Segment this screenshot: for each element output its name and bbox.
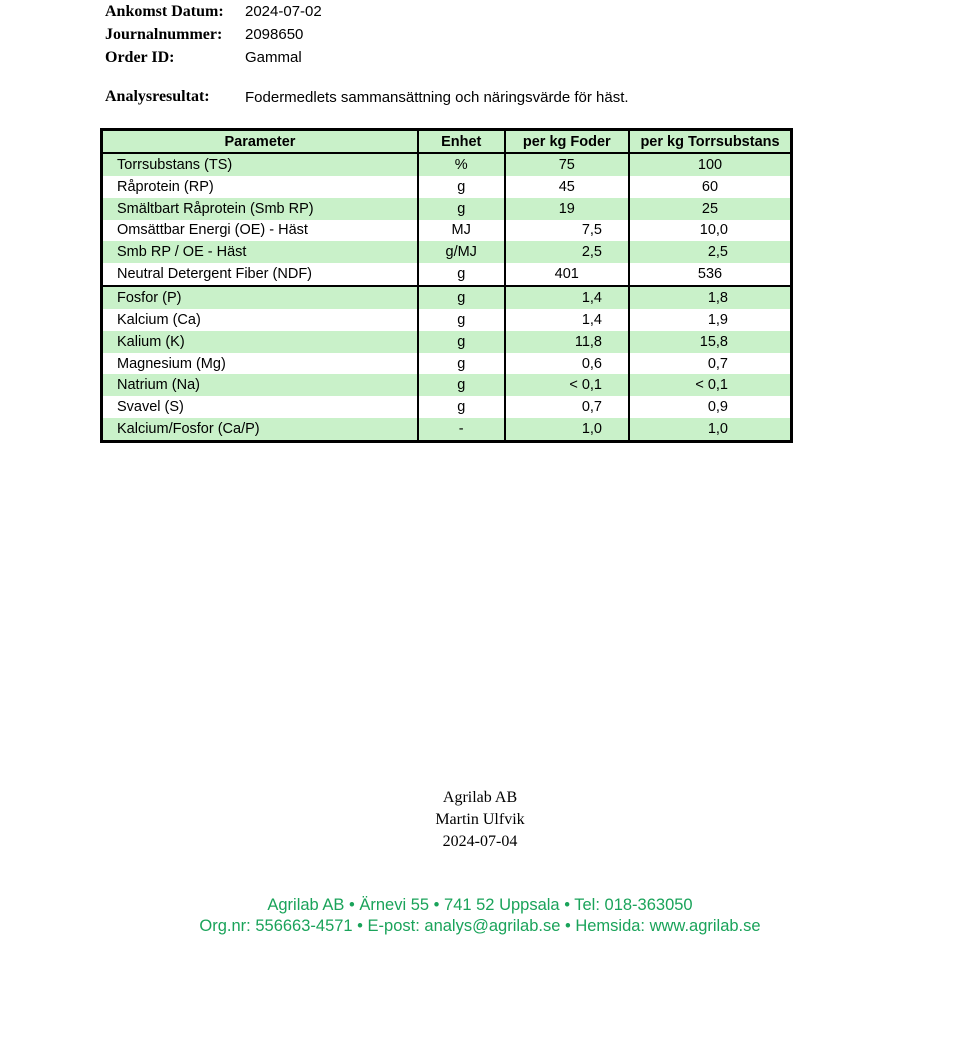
row-unit: g — [418, 396, 505, 418]
analysis-result-row — [105, 86, 629, 108]
signature-company: Agrilab AB — [442, 789, 518, 806]
row-per-kg-feed: 0,7 — [505, 396, 629, 418]
table-row — [102, 176, 792, 198]
order-id-row — [105, 46, 322, 69]
footer-org-line: Org.nr: 556663-4571 • E-post: analys@agrilab.se • Hemsida: www.agrilab.se — [199, 917, 761, 935]
journal-number-value: 2098650 — [245, 26, 304, 43]
row-parameter: Natrium (Na) — [102, 374, 418, 396]
report-meta — [105, 0, 322, 69]
row-unit: g/MJ — [418, 241, 505, 263]
header-per-kg-feed: per kg Foder — [505, 130, 629, 154]
row-per-kg-feed: 0,6 — [505, 353, 629, 375]
journal-number-row — [105, 23, 322, 46]
table-row — [102, 263, 792, 286]
row-unit: g — [418, 331, 505, 353]
arrival-date-label: Ankomst Datum: — [105, 2, 224, 20]
table-row — [102, 286, 792, 309]
row-unit: % — [418, 153, 505, 176]
row-unit: g — [418, 374, 505, 396]
row-per-kg-feed: 1,0 — [505, 418, 629, 441]
row-parameter: Fosfor (P) — [102, 286, 418, 309]
row-per-kg-feed: 2,5 — [505, 241, 629, 263]
row-parameter: Svavel (S) — [102, 396, 418, 418]
header-parameter: Parameter — [102, 130, 418, 154]
table-row — [102, 418, 792, 441]
table-row — [102, 198, 792, 220]
arrival-date-row — [105, 0, 322, 23]
analysis-result-label: Analysresultat: — [105, 88, 210, 105]
order-id-value: Gammal — [245, 49, 302, 66]
table-row — [102, 153, 792, 176]
row-unit: - — [418, 418, 505, 441]
row-per-kg-dry-matter: 1,8 — [629, 286, 792, 309]
table-row — [102, 331, 792, 353]
footer-address-line: Agrilab AB • Ärnevi 55 • 741 52 Uppsala • Tel: 018-363050 — [267, 896, 693, 914]
order-id-label: Order ID: — [105, 48, 175, 66]
row-parameter: Smältbart Råprotein (Smb RP) — [102, 198, 418, 220]
row-per-kg-feed: 1,4 — [505, 309, 629, 331]
row-parameter: Kalcium (Ca) — [102, 309, 418, 331]
table-row — [102, 241, 792, 263]
analysis-table — [100, 128, 793, 443]
table-row — [102, 396, 792, 418]
footer-contact — [0, 895, 960, 937]
analysis-result-value: Fodermedlets sammansättning och näringsvärde för häst. — [245, 88, 629, 106]
signature-block — [0, 787, 960, 853]
row-parameter: Smb RP / OE - Häst — [102, 241, 418, 263]
row-per-kg-feed: 75 — [505, 153, 629, 176]
row-per-kg-dry-matter: 0,9 — [629, 396, 792, 418]
table-row — [102, 353, 792, 375]
table-header-row — [102, 130, 792, 154]
row-per-kg-dry-matter: 536 — [629, 263, 792, 286]
row-per-kg-dry-matter: 1,0 — [629, 418, 792, 441]
row-per-kg-dry-matter: 0,7 — [629, 353, 792, 375]
row-per-kg-dry-matter: 2,5 — [629, 241, 792, 263]
row-per-kg-feed: 45 — [505, 176, 629, 198]
row-parameter: Magnesium (Mg) — [102, 353, 418, 375]
row-per-kg-dry-matter: 60 — [629, 176, 792, 198]
row-parameter: Neutral Detergent Fiber (NDF) — [102, 263, 418, 286]
row-per-kg-dry-matter: 1,9 — [629, 309, 792, 331]
table-row — [102, 220, 792, 242]
row-parameter: Råprotein (RP) — [102, 176, 418, 198]
row-per-kg-feed: 19 — [505, 198, 629, 220]
row-unit: g — [418, 198, 505, 220]
row-per-kg-feed: 1,4 — [505, 286, 629, 309]
row-per-kg-feed: < 0,1 — [505, 374, 629, 396]
table-row — [102, 309, 792, 331]
row-per-kg-dry-matter: 10,0 — [629, 220, 792, 242]
row-per-kg-feed: 401 — [505, 263, 629, 286]
row-unit: g — [418, 176, 505, 198]
row-unit: MJ — [418, 220, 505, 242]
journal-number-label: Journalnummer: — [105, 25, 223, 43]
row-parameter: Omsättbar Energi (OE) - Häst — [102, 220, 418, 242]
arrival-date-value: 2024-07-02 — [245, 3, 322, 20]
row-unit: g — [418, 263, 505, 286]
row-per-kg-dry-matter: 15,8 — [629, 331, 792, 353]
row-per-kg-dry-matter: 25 — [629, 198, 792, 220]
table-row — [102, 374, 792, 396]
row-unit: g — [418, 309, 505, 331]
signature-name: Martin Ulfvik — [435, 811, 525, 828]
row-parameter: Kalium (K) — [102, 331, 418, 353]
row-unit: g — [418, 353, 505, 375]
row-unit: g — [418, 286, 505, 309]
header-per-kg-dry-matter: per kg Torrsubstans — [629, 130, 792, 154]
row-per-kg-feed: 7,5 — [505, 220, 629, 242]
row-per-kg-dry-matter: 100 — [629, 153, 792, 176]
row-parameter: Torrsubstans (TS) — [102, 153, 418, 176]
header-unit: Enhet — [418, 130, 505, 154]
row-parameter: Kalcium/Fosfor (Ca/P) — [102, 418, 418, 441]
row-per-kg-dry-matter: < 0,1 — [629, 374, 792, 396]
row-per-kg-feed: 11,8 — [505, 331, 629, 353]
signature-date: 2024-07-04 — [442, 833, 518, 850]
